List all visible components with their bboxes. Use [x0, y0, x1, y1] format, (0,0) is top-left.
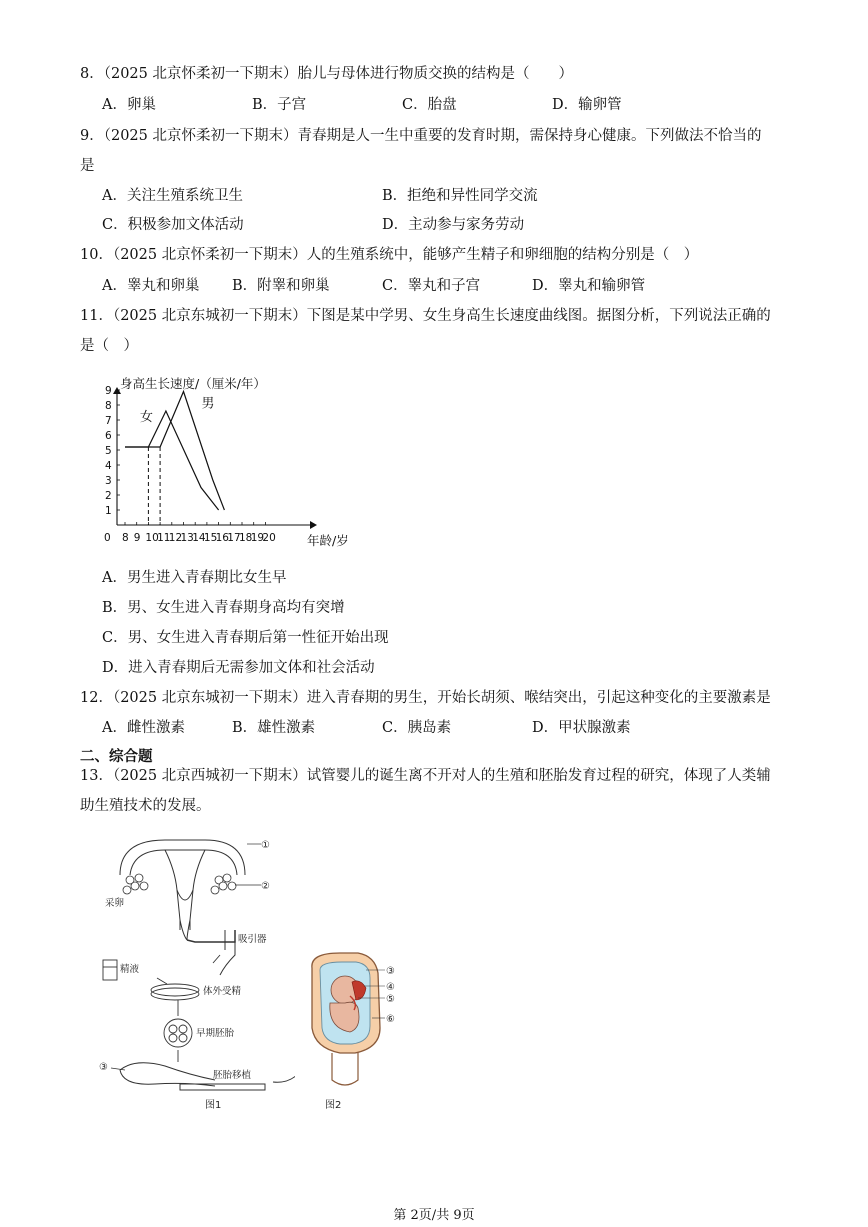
uterus-illustration	[120, 840, 245, 975]
figure-2-fetus-diagram	[300, 948, 410, 1113]
fig2-marker-4: ④	[386, 982, 395, 993]
y-tick-label: 4	[105, 460, 112, 472]
chart-ylabel: 身高生长速度/（厘米/年）	[120, 376, 266, 391]
fig1-label-peitaiyizhi: 胚胎移植	[213, 1070, 252, 1081]
x-tick-label: 9	[133, 532, 141, 544]
transfer-arrow	[273, 1052, 295, 1082]
x-tick-label: 12	[168, 532, 183, 544]
chart-xlabel: 年龄/岁	[307, 533, 349, 548]
ovary-right-icon	[211, 874, 236, 894]
q12-stem: 12．（2025 北京东城初一下期末）进入青春期的男生，开始长胡须、喉结突出，引起这种变化的主要激素是	[80, 690, 771, 706]
fig1-marker-1: ①	[261, 840, 270, 851]
q8-options	[102, 95, 622, 115]
x-tick-label: 14	[192, 532, 206, 544]
q12-option-d: D．甲状腺激素	[532, 720, 631, 736]
q9-option-a: A．关注生殖系统卫生	[102, 188, 243, 204]
fig2-marker-6: ⑥	[386, 1014, 395, 1025]
q9-option-b: B．拒绝和异性同学交流	[382, 188, 538, 204]
y-tick-label: 7	[105, 415, 112, 427]
q8-stem: 8．（2025 北京怀柔初一下期末）胎儿与母体进行物质交换的结构是（ ）	[80, 66, 573, 82]
x-tick-label: 19	[250, 532, 265, 544]
figure-1-caption: 图1	[205, 1100, 222, 1111]
figure-2-caption: 图2	[325, 1100, 342, 1111]
q12-options	[102, 718, 631, 738]
y-tick-label: 6	[105, 430, 112, 442]
x-tick-label: 16	[215, 532, 229, 544]
q9-option-c: C．积极参加文体活动	[102, 217, 244, 233]
q9-stem-line1: 9．（2025 北京怀柔初一下期末）青春期是人一生中重要的发育时期，需保持身心健康。下列做法不恰当的	[80, 128, 762, 144]
q11-stem-line1: 11．（2025 北京东城初一下期末）下图是某中学男、女生身高生长速度曲线图。据图分析，下列说法正确的	[80, 308, 771, 324]
q10-option-a: A．睾丸和卵巢	[102, 278, 200, 294]
q10-stem: 10．（2025 北京怀柔初一下期末）人的生殖系统中，能够产生精子和卵细胞的结构分别是（ ）	[80, 247, 699, 263]
x-tick-label: 18	[239, 532, 253, 544]
q9-stem-line2: 是	[80, 158, 95, 174]
fig1-label-tiwaishoujing: 体外受精	[203, 986, 242, 997]
page-footer: 第 2页/共 9页	[393, 1208, 475, 1223]
q13-stem-line1: 13．（2025 北京西城初一下期末）试管婴儿的诞生离不开对人的生殖和胚胎发育过程的研究，体现了人类辅	[80, 768, 771, 784]
x-tick-label: 17	[227, 532, 241, 544]
y-tick-label: 9	[105, 385, 112, 397]
x-tick-label: 15	[203, 532, 218, 544]
x-tick-label: 11	[157, 532, 171, 544]
q11-option-a: A．男生进入青春期比女生早	[102, 570, 287, 586]
q12-option-a: A．雌性激素	[102, 720, 185, 736]
x-tick-label: 8	[122, 532, 129, 544]
petri-dish-icon	[151, 984, 199, 1000]
ovary-left-icon	[123, 874, 148, 894]
q11-option-d: D．进入青春期后无需参加文体和社会活动	[102, 660, 375, 676]
fig1-label-caiyuan: 采卵	[105, 898, 125, 909]
fig1-marker-2: ②	[261, 881, 270, 892]
q10-option-c: C．睾丸和子宫	[382, 278, 481, 294]
section-heading: 二、综合题	[80, 749, 153, 765]
x-tick-label: 0	[104, 532, 111, 544]
fig1-label-zaoqipeitai: 早期胚胎	[196, 1028, 235, 1039]
arrows	[157, 955, 220, 1062]
q13-stem-line2: 助生殖技术的发展。	[80, 798, 211, 814]
q11-option-c: C．男、女生进入青春期后第一性征开始出现	[102, 630, 389, 646]
q10-option-b: B．附睾和卵巢	[232, 278, 330, 294]
q11-option-b: B．男、女生进入青春期身高均有突增	[102, 600, 345, 616]
q10-options	[102, 276, 645, 296]
y-tick-label: 5	[105, 445, 112, 457]
q8-option-a: A．卵巢	[102, 97, 156, 113]
series-line-female	[125, 411, 219, 510]
test-tube-icon	[103, 960, 117, 980]
y-tick-label: 3	[105, 475, 112, 487]
fig1-label-xiyinqi: 吸引器	[238, 934, 267, 945]
x-tick-label: 20	[262, 532, 276, 544]
y-tick-label: 8	[105, 400, 112, 412]
fig2-marker-3: ③	[386, 966, 395, 977]
figure-1-ivf-diagram	[95, 830, 295, 1115]
q8-option-d: D．输卵管	[552, 97, 622, 113]
q12-option-b: B．雄性激素	[232, 720, 316, 736]
chart-marks	[125, 392, 224, 526]
x-tick-label: 10	[145, 532, 159, 544]
q11-stem-line2: 是（ ）	[80, 338, 138, 354]
q9-option-d: D．主动参与家务劳动	[382, 217, 525, 233]
series-label: 女	[139, 410, 153, 425]
q12-option-c: C．胰岛素	[382, 720, 452, 736]
y-tick-label: 2	[105, 490, 112, 502]
q8-option-b: B．子宫	[252, 97, 307, 113]
growth-speed-chart	[95, 370, 365, 555]
series-label: 男	[201, 396, 215, 412]
x-tick-label: 13	[180, 532, 194, 544]
x-axis-arrow	[310, 521, 317, 529]
q8-option-c: C．胎盘	[402, 97, 457, 113]
fig1-label-jingye: 精液	[120, 964, 140, 975]
embryo-icon	[164, 1019, 192, 1047]
fig1-marker-3: ③	[99, 1062, 108, 1073]
q10-option-d: D．睾丸和输卵管	[532, 278, 646, 294]
fig2-marker-5: ⑤	[386, 994, 395, 1005]
y-tick-label: 1	[105, 505, 112, 517]
